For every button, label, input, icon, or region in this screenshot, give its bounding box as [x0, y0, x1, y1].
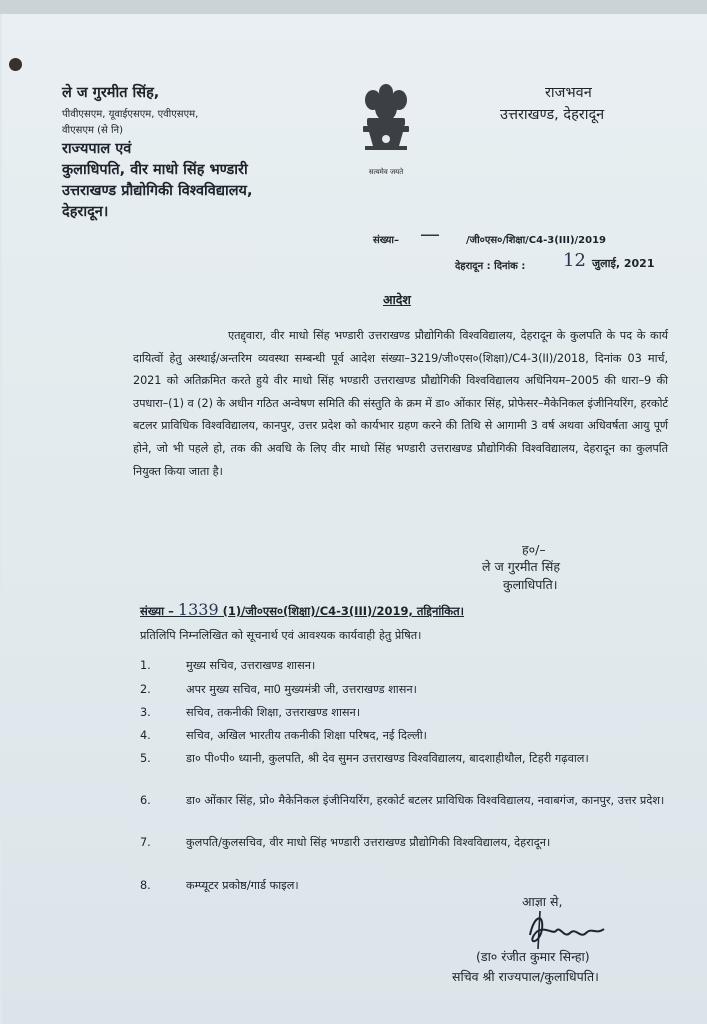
list-item-number: 4. — [140, 729, 151, 742]
copy-ref-label: संख्या – — [140, 604, 174, 618]
sender-city: देहरादून। — [62, 204, 109, 220]
date-day: 12 — [563, 250, 586, 271]
list-item-number: 3. — [140, 706, 151, 719]
order-body: एतद्द्वारा, वीर माधो सिंह भण्डारी उत्तराखण्ड प्रौद्योगिकी विश्वविद्यालय, देहरादून के कुलपति के पद के कार्य दायित्वों हेतु अस्थाई/अन्तरिम व्यवस्था सम्बन्धी पूर्व आदेश संख्या–3219/जी०एस०(शिक्षा)/C4-3(II)/2018, दिनांक 03 मार्च, 2021 को अतिक्रमित करते हुये वीर माधो सिंह भण्डारी उत्तराखण्ड प्रौद्योगिकी विश्वविद्यालय अधिनियम–2005 की धारा–9 की उपधारा–(1) व (2) के अधीन गठित अन्वेषण समिति की संस्तुति के क्रम में डा० ओंकार सिंह, प्रोफेसर–मैकेनिकल इंजीनियरिंग, हरकोर्ट बटलर प्राविधिक विश्वविद्यालय, कानपुर, उत्तर प्रदेश को कार्यभार ग्रहण करने की तिथि से आगामी 3 वर्ष अथवा अधिवर्षता आयु पूर्ण होने, जो भी पहले हो, तक की अवधि के लिए वीर माधो सिंह भण्डारी उत्तराखण्ड प्रौद्योगिकी विश्वविद्यालय, देहरादून का कुलपति नियुक्त किया जाता है। — [133, 329, 668, 478]
list-item-text: सचिव, तकनीकी शिक्षा, उत्तराखण्ड शासन। — [186, 706, 361, 719]
signatory-name: ले ज गुरमीत सिंह — [482, 559, 560, 574]
reference-label: संख्या– — [373, 235, 399, 246]
sender-role: राज्यपाल एवं — [62, 141, 132, 157]
sender-decorations-2: वीएसएम (से नि) — [62, 125, 124, 136]
order-heading: आदेश — [383, 292, 411, 307]
list-item-text: कुलपति/कुलसचिव, वीर माधो सिंह भण्डारी उत्तराखण्ड प्रौद्योगिकी विश्वविद्यालय, देहरादून। — [186, 836, 551, 849]
office-line-1: राजभवन — [545, 85, 592, 101]
sender-name: ले ज गुरमीत सिंह, — [62, 85, 160, 101]
officer-title: सचिव श्री राज्यपाल/कुलाधिपति। — [452, 969, 599, 984]
list-item-text: सचिव, अखिल भारतीय तकनीकी शिक्षा परिषद, नई दिल्ली। — [186, 729, 427, 742]
reference-handwritten: — — [420, 222, 440, 246]
reference-code: /जी०एस०/शिक्षा/C4-3(III)/2019 — [466, 235, 606, 246]
emblem-motto: सत्यमेव जयते — [368, 168, 404, 176]
by-order: आज्ञा से, — [522, 894, 563, 909]
state-emblem — [355, 80, 417, 180]
list-item-text: डा० पी०पी० ध्यानी, कुलपति, श्री देव सुमन उत्तराखण्ड विश्वविद्यालय, बादशाहीथौल, टिहरी गढ़वाल। — [186, 752, 589, 765]
copy-intro: प्रतिलिपि निम्नलिखित को सूचनार्थ एवं आवश्यक कार्यवाही हेतु प्रेषित। — [140, 629, 422, 642]
list-item-number: 5. — [140, 752, 151, 765]
list-item-number: 7. — [140, 836, 151, 849]
list-item-text: अपर मुख्य सचिव, मा0 मुख्यमंत्री जी, उत्तराखण्ड शासन। — [186, 683, 417, 696]
office-line-2: उत्तराखण्ड, देहरादून — [500, 107, 605, 123]
list-item-text: डा० ओंकार सिंह, प्रो० मैकेनिकल इंजीनियरिंग, हरकोर्ट बटलर प्राविधिक विश्वविद्यालय, नवाबगंज, कानपुर, उत्तर प्रदेश। — [186, 794, 665, 807]
date-label: देहरादून : दिनांक : — [455, 261, 526, 272]
officer-name: (डा० रंजीत कुमार सिन्हा) — [476, 949, 590, 964]
list-item-number: 8. — [140, 879, 151, 892]
signed-mark: ह०/– — [522, 542, 546, 557]
list-item-number: 6. — [140, 794, 151, 807]
copy-ref-number: 1339 — [177, 600, 219, 619]
punch-hole — [9, 58, 22, 71]
lion-capital-icon — [355, 80, 417, 168]
copy-ref-rest: (1)/जी०एस०(शिक्षा)/C4-3(III)/2019, तद्दिनांकित। — [222, 604, 465, 618]
list-item-text: कम्प्यूटर प्रकोष्ठ/गार्ड फाइल। — [186, 879, 299, 892]
copy-reference — [140, 600, 464, 619]
list-item-text: मुख्य सचिव, उत्तराखण्ड शासन। — [186, 659, 316, 672]
scan-top-edge — [0, 0, 707, 14]
sender-title-1: कुलाधिपति, वीर माधो सिंह भण्डारी — [62, 162, 248, 178]
signatory-title: कुलाधिपति। — [503, 577, 558, 592]
list-item-number: 2. — [140, 683, 151, 696]
list-item-number: 1. — [140, 659, 151, 672]
sender-decorations-1: पीवीएसएम, यूवाईएसएम, एवीएसएम, — [62, 109, 199, 120]
sender-title-2: उत्तराखण्ड प्रौद्योगिकी विश्वविद्यालय, — [62, 183, 253, 199]
date-month-year: जुलाई, 2021 — [592, 257, 655, 270]
